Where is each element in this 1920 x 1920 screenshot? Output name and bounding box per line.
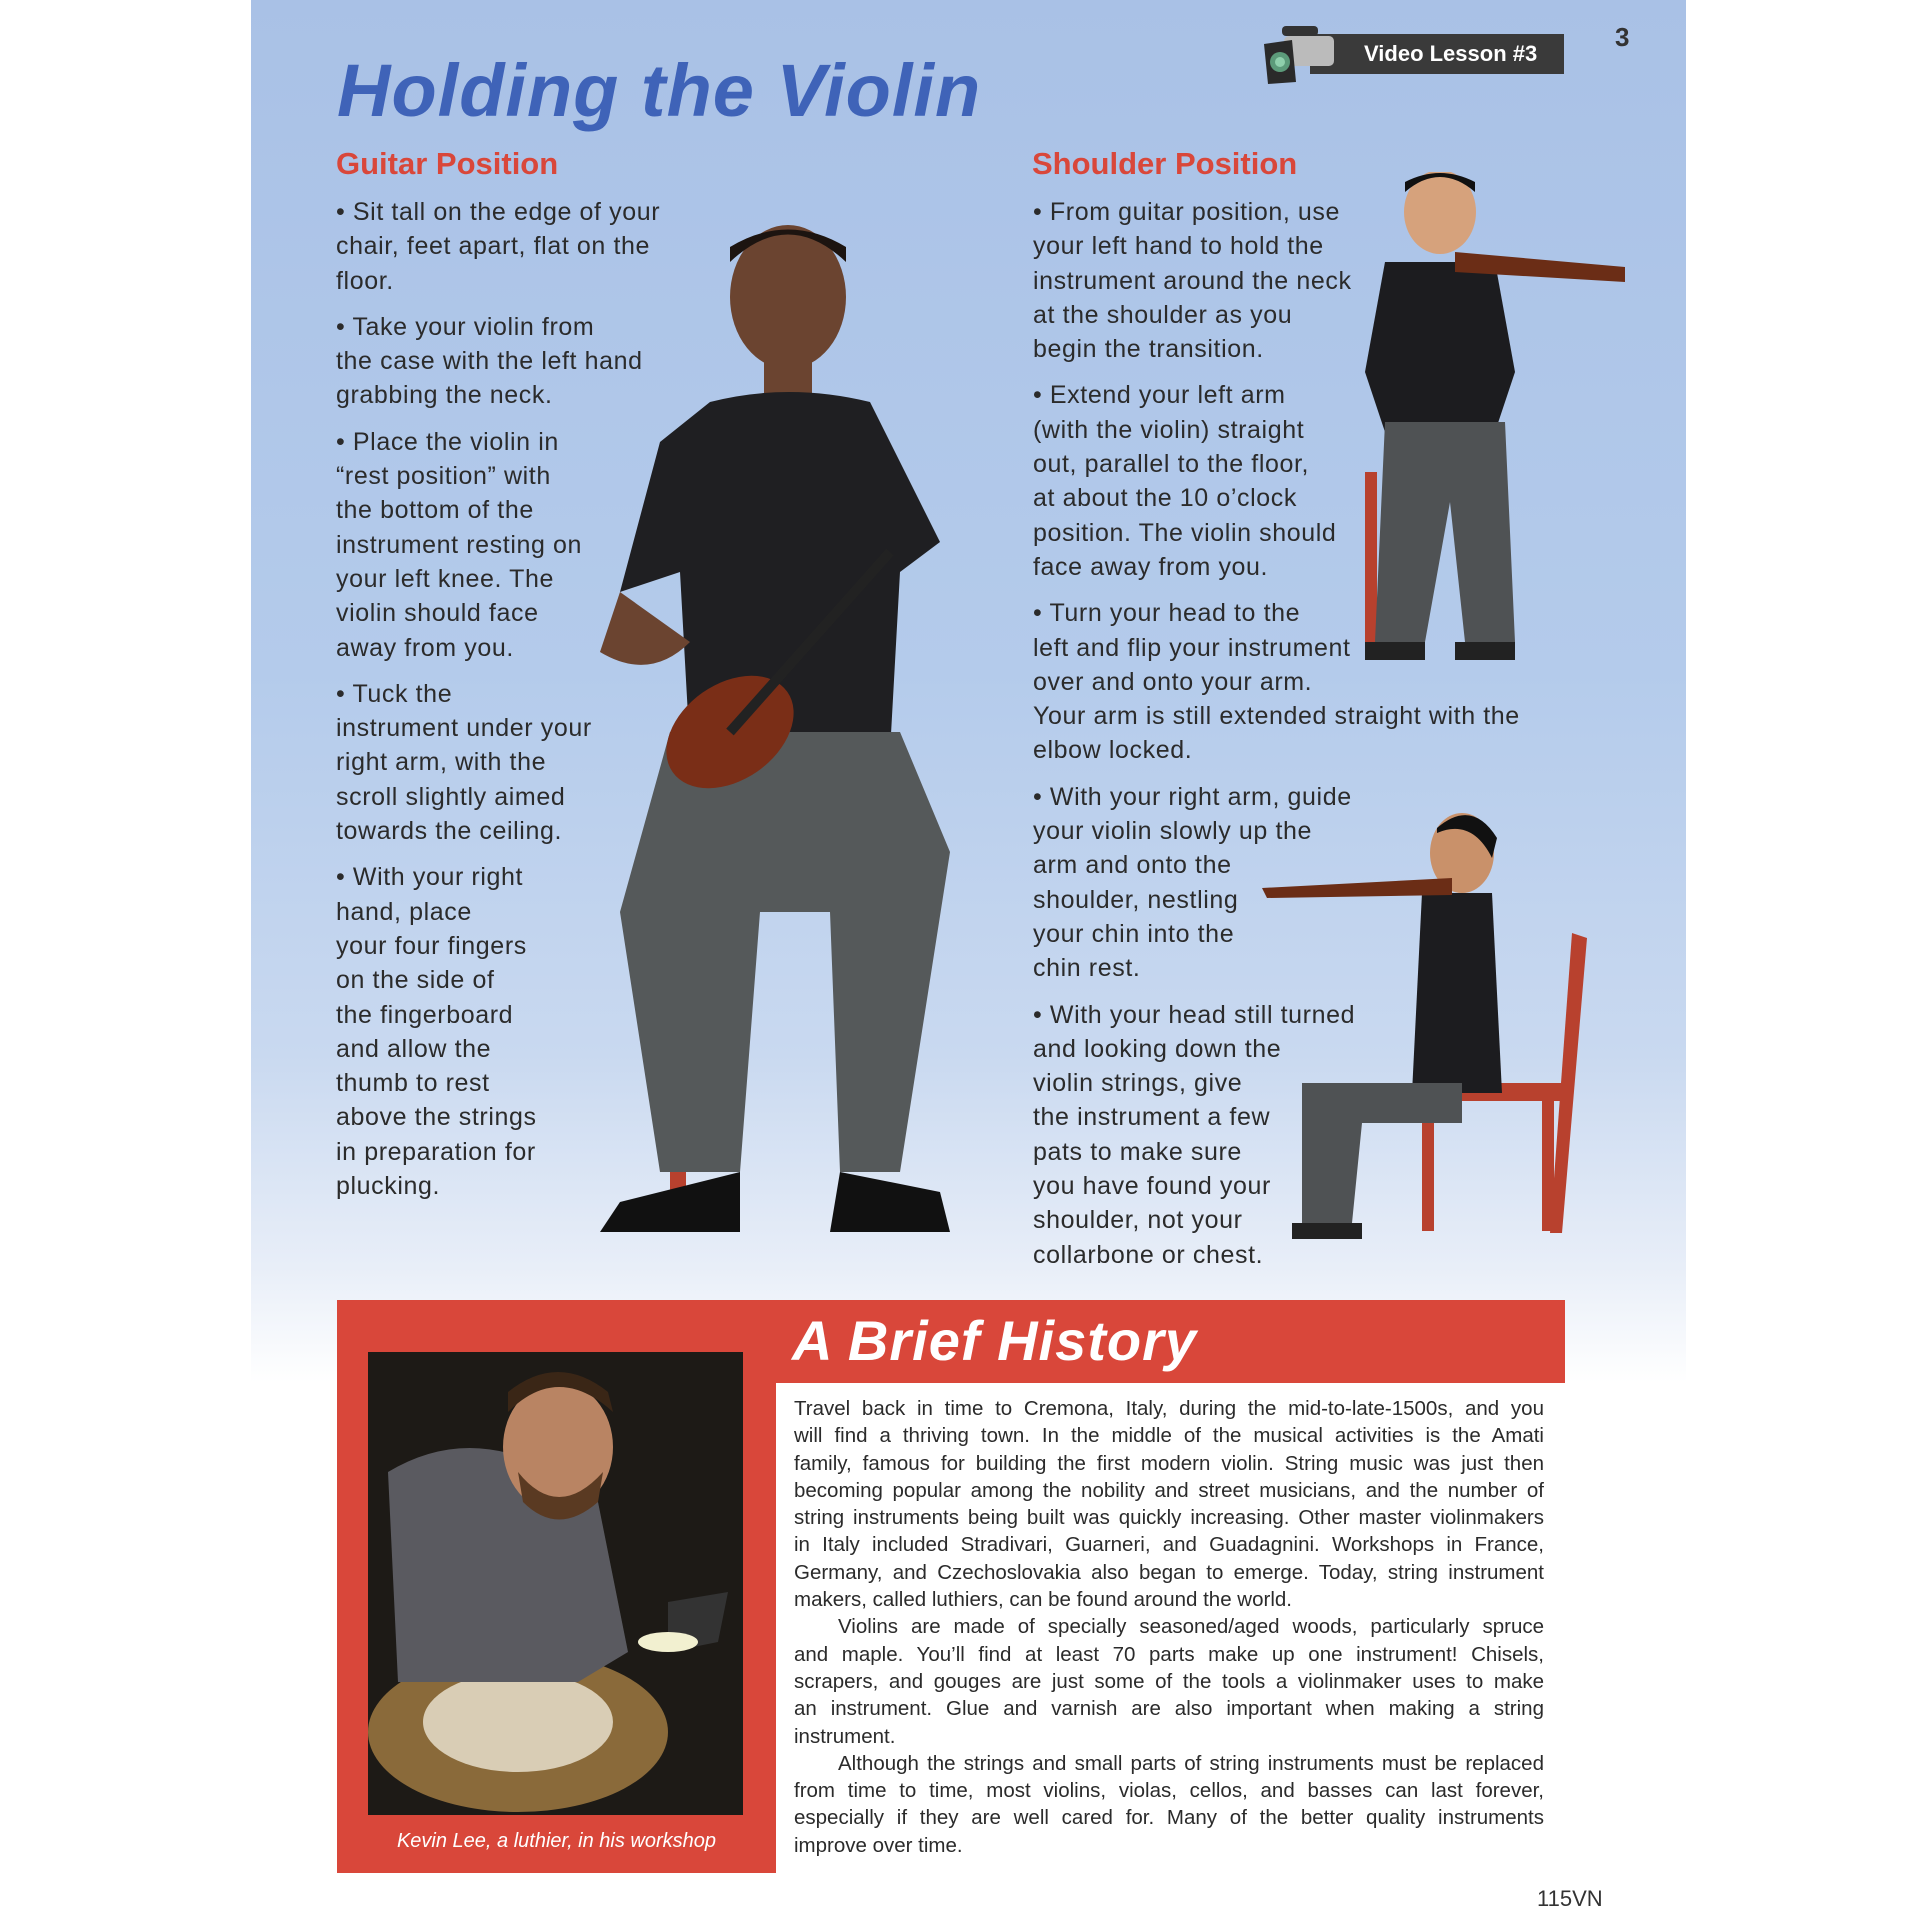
text-line: at the shoulder as you xyxy=(1033,300,1293,329)
text-line: out, parallel to the floor, xyxy=(1033,450,1310,479)
text-line: on the side of xyxy=(336,966,495,995)
text-line: • Extend your left arm xyxy=(1033,381,1286,410)
text-line: Germany, and Czechoslovakia also began to emerge. Today, string instrument xyxy=(794,1560,1544,1584)
text-line: becoming popular among the nobility and street musicians, and the number of xyxy=(794,1478,1544,1502)
shoulder-transition-photo xyxy=(1345,172,1635,677)
text-line: the fingerboard xyxy=(336,1000,514,1029)
text-line: and allow the xyxy=(336,1034,492,1063)
text-line: plucking. xyxy=(336,1172,441,1201)
text-line: and looking down the xyxy=(1033,1034,1282,1063)
text-line: right arm, with the xyxy=(336,748,547,777)
text-line: instrument around the neck xyxy=(1033,266,1352,295)
page-title: Holding the Violin xyxy=(337,49,982,132)
text-line: left and flip your instrument xyxy=(1033,633,1351,662)
text-line: thumb to rest xyxy=(336,1069,490,1098)
text-line: from time to time, most violins, violas, cellos, and basses can last forever, xyxy=(794,1779,1544,1803)
text-line: towards the ceiling. xyxy=(336,817,563,846)
text-line: • With your right xyxy=(336,863,524,892)
text-line: in preparation for xyxy=(336,1137,536,1166)
text-line: “rest position” with xyxy=(336,462,551,491)
page-number: 3 xyxy=(1615,22,1630,52)
text-line: your violin slowly up the xyxy=(1033,817,1313,846)
text-line: the instrument a few xyxy=(1033,1103,1271,1132)
video-camera-icon xyxy=(1262,22,1352,88)
text-line: above the strings xyxy=(336,1103,537,1132)
text-line: away from you. xyxy=(336,633,514,662)
history-text xyxy=(794,1395,1544,1859)
text-line: hand, place xyxy=(336,897,472,926)
text-line: an instrument. Glue and varnish are also important when making a string xyxy=(794,1697,1544,1721)
page-footer-code: 115VN xyxy=(1537,1886,1603,1911)
text-line: scroll slightly aimed xyxy=(336,782,566,811)
text-line: grabbing the neck. xyxy=(336,381,553,410)
text-line: • Turn your head to the xyxy=(1033,599,1301,628)
history-paragraph xyxy=(794,1750,1544,1859)
text-line: collarbone or chest. xyxy=(1033,1240,1264,1269)
text-line: Although the strings and small parts of string instruments must be replaced xyxy=(838,1751,1544,1775)
shoulder-position-heading: Shoulder Position xyxy=(1032,146,1298,181)
text-line: • Sit tall on the edge of your xyxy=(336,198,661,226)
text-line: scrapers, and gouges are just some of the tools a violinmaker uses to make xyxy=(794,1669,1544,1693)
text-line: violin should face xyxy=(336,599,539,628)
text-line: you have found your xyxy=(1033,1172,1271,1201)
video-lesson-label: Video Lesson #3 xyxy=(1310,34,1564,74)
text-line: makers, called luthiers, can be found around the world. xyxy=(794,1588,1292,1612)
text-line: floor. xyxy=(336,266,394,295)
text-line: Violins are made of specially seasoned/aged woods, particularly spruce xyxy=(838,1615,1544,1639)
text-line: Your arm is still extended straight with the xyxy=(1033,702,1520,731)
text-line: • Place the violin in xyxy=(336,427,559,456)
text-line: violin strings, give xyxy=(1033,1069,1243,1098)
text-line: family, famous for building the first modern violin. String music was just then xyxy=(794,1451,1544,1475)
text-line: (with the violin) straight xyxy=(1033,415,1305,444)
history-paragraph xyxy=(794,1613,1544,1749)
text-line: chair, feet apart, flat on the xyxy=(336,232,651,261)
text-line: string instruments being built was quickly increasing. Other master violinmakers xyxy=(794,1506,1544,1530)
history-title: A Brief History xyxy=(792,1309,1198,1372)
text-line: the bottom of the xyxy=(336,496,534,525)
text-line: shoulder, not your xyxy=(1033,1206,1243,1235)
text-line: • With your head still turned xyxy=(1033,1000,1356,1029)
text-line: the case with the left hand xyxy=(336,347,643,376)
text-line: • From guitar position, use xyxy=(1033,198,1341,226)
text-line: • Tuck the xyxy=(336,679,453,708)
text-line: your left knee. The xyxy=(336,564,555,593)
text-line: chin rest. xyxy=(1033,954,1141,983)
text-line: instrument. xyxy=(794,1724,896,1748)
guitar-position-heading: Guitar Position xyxy=(336,146,559,181)
text-line: shoulder, nestling xyxy=(1033,885,1239,914)
text-line: your left hand to hold the xyxy=(1033,232,1324,261)
text-line: Travel back in time to Cremona, Italy, during the mid-to-late-1500s, and you xyxy=(794,1397,1544,1420)
text-line: instrument resting on xyxy=(336,530,583,559)
text-line: • Take your violin from xyxy=(336,312,595,341)
text-line: arm and onto the xyxy=(1033,851,1232,880)
text-line: will find a thriving town. In the middle of the musical activities is the Amati xyxy=(794,1424,1544,1448)
text-line: especially if they are well cared for. Many of the better quality instruments xyxy=(794,1806,1544,1830)
text-line: improve over time. xyxy=(794,1833,963,1857)
text-line: begin the transition. xyxy=(1033,335,1264,364)
shoulder-final-photo xyxy=(1262,803,1597,1248)
guitar-position-photo xyxy=(560,212,980,1277)
text-line: instrument under your xyxy=(336,714,592,743)
text-line: elbow locked. xyxy=(1033,736,1193,765)
video-lesson-badge[interactable] xyxy=(1262,22,1572,82)
text-line: face away from you. xyxy=(1033,552,1269,581)
text-line: • With your right arm, guide xyxy=(1033,782,1352,811)
text-line: pats to make sure xyxy=(1033,1137,1242,1166)
text-line: position. The violin should xyxy=(1033,518,1337,547)
text-line: over and onto your arm. xyxy=(1033,667,1313,696)
photo-caption: Kevin Lee, a luthier, in his workshop xyxy=(396,1830,717,1852)
text-line: and maple. You’ll find at least 70 parts make up one instrument! Chisels, xyxy=(794,1642,1544,1666)
history-paragraph xyxy=(794,1395,1544,1613)
text-line: at about the 10 o’clock xyxy=(1033,484,1297,513)
text-line: in Italy included Stradivari, Guarneri, and Guadagnini. Workshops in France, xyxy=(794,1533,1544,1557)
text-line: your four fingers xyxy=(336,931,527,960)
text-line: your chin into the xyxy=(1033,919,1235,948)
luthier-workshop-photo xyxy=(368,1352,743,1815)
